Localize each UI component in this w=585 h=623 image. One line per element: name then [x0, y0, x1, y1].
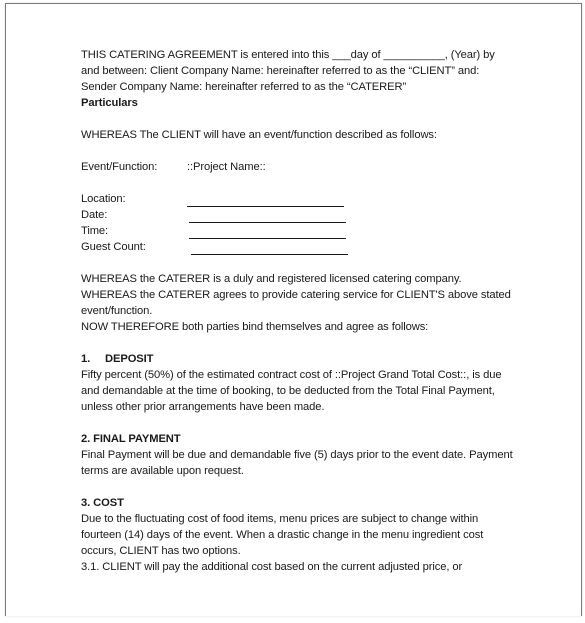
time-blank: [189, 227, 346, 239]
intro-line-1: THIS CATERING AGREEMENT is entered into this ___day of __________, (Year) by: [81, 49, 495, 61]
location-label: Location:: [81, 193, 126, 205]
final-payment-line-2: terms are available upon request.: [81, 465, 244, 477]
cost-line-1: Due to the fluctuating cost of food items, menu prices are subject to change within: [81, 513, 479, 525]
recital-line-3: event/function.: [81, 305, 153, 317]
location-row: [81, 191, 511, 207]
time-label: Time:: [81, 225, 109, 237]
document-body: [81, 47, 511, 575]
deposit-heading: [81, 351, 511, 367]
time-row: [81, 223, 511, 239]
date-row: [81, 207, 511, 223]
final-payment-line-1: Final Payment will be due and demandable five (5) days prior to the event date. Payment: [81, 449, 513, 461]
cost-line-2: fourteen (14) days of the event. When a drastic change in the menu ingredient cost: [81, 529, 484, 541]
date-label: Date:: [81, 209, 108, 221]
recital-line-2: WHEREAS the CATERER agrees to provide catering service for CLIENT'S above stated: [81, 289, 511, 301]
event-function-label: Event/Function:: [81, 161, 158, 173]
guest-count-row: [81, 239, 511, 255]
deposit-line-3: unless other prior arrangements have been made.: [81, 401, 325, 413]
cost-heading: 3. COST: [81, 497, 124, 509]
intro-line-3: Sender Company Name: hereinafter referred to as the “CATERER”: [81, 81, 407, 93]
event-function-value: ::Project Name::: [187, 161, 266, 173]
deposit-title: DEPOSIT: [105, 353, 154, 365]
guest-count-label: Guest Count:: [81, 241, 146, 253]
cost-line-4: 3.1. CLIENT will pay the additional cost based on the current adjusted price, or: [81, 561, 463, 573]
location-blank: [187, 195, 344, 207]
intro-line-2: and between: Client Company Name: hereinafter referred to as the “CLIENT” and:: [81, 65, 480, 77]
guest-count-blank: [191, 243, 348, 255]
particulars-heading: Particulars: [81, 97, 138, 109]
deposit-number: 1.: [81, 353, 91, 365]
whereas-event-line: WHEREAS The CLIENT will have an event/function described as follows:: [81, 129, 437, 141]
recital-line-1: WHEREAS the CATERER is a duly and registered licensed catering company.: [81, 273, 462, 285]
cost-line-3: occurs, CLIENT has two options.: [81, 545, 241, 557]
event-function-row: [81, 159, 511, 175]
recital-line-4: NOW THEREFORE both parties bind themselves and agree as follows:: [81, 321, 429, 333]
deposit-line-1: Fifty percent (50%) of the estimated contract cost of ::Project Grand Total Cost::, is due: [81, 369, 502, 381]
document-page: [5, 3, 582, 616]
date-blank: [189, 211, 346, 223]
final-payment-heading: 2. FINAL PAYMENT: [81, 433, 181, 445]
deposit-line-2: and demandable at the time of booking, to be deducted from the Total Final Payment,: [81, 385, 495, 397]
